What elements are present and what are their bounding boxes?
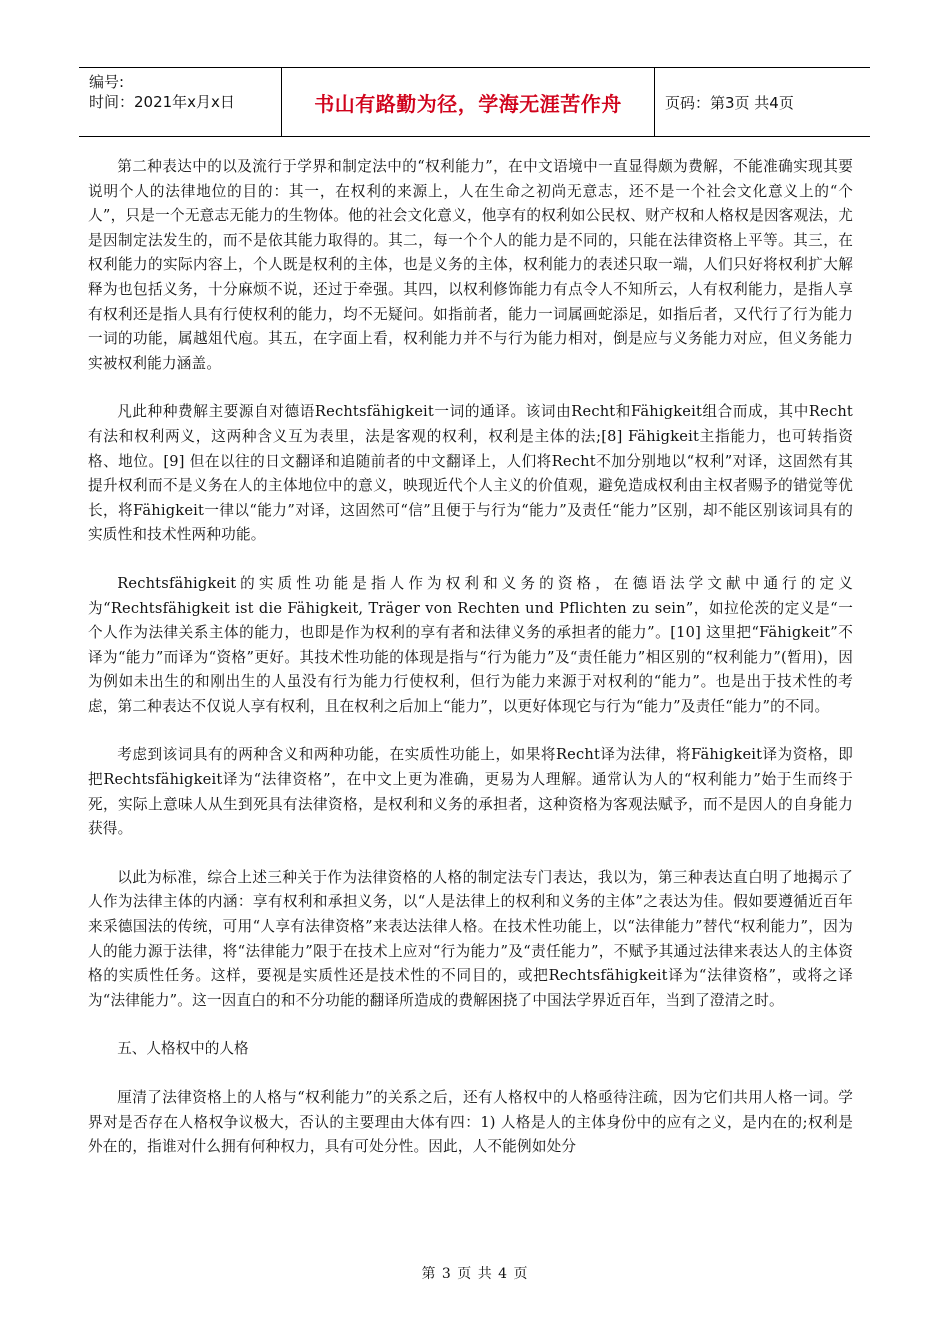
page-footer: 第 3 页 共 4 页: [421, 1266, 529, 1282]
document-body: [88, 155, 853, 1184]
document-date-label: 时间：2021年x月x日: [89, 93, 235, 111]
header-meta: [79, 68, 282, 136]
header-motto: 书山有路勤为径，学海无涯苦作舟: [282, 68, 655, 136]
header-page-number: 页码：第3页 共4页: [665, 93, 794, 112]
body-paragraph-1: 第二种表达中的以及流行于学界和制定法中的“权利能力”，在中文语境中一直显得颇为费解，不能准确实现其要说明个人的法律地位的目的：其一，在权利的来源上，人在生命之初尚无意志，还不是一个社会文化意义上的“个人”，只是一个无意志无能力的生物体。他的社会文化意义，他享有的权利如公民权、财产权和人格权是因客观法，尤是因制定法发生的，而不是依其能力取得的。其二，每一个个人的能力是不同的，只能在法律资格上平等。其三，在权利能力的实际内容上，个人既是权利的主体，也是义务的主体，权利能力的表述只取一端，人们只好将权利扩大解释为也包括义务，十分麻烦不说，还过于牵强。其四，以权利修饰能力有点令人不知所云，人有权利能力，是指人享有权利还是指人具有行使权利的能力，均不无疑问。如指前者，能力一词属画蛇添足，如指后者，又代行了行为能力一词的功能，属越俎代庖。其五，在字面上看，权利能力并不与行为能力相对，倒是应与义务能力对应，但义务能力实被权利能力涵盖。: [88, 158, 853, 372]
body-paragraph-2: 凡此种种费解主要源自对德语Rechtsfähigkeit一词的通译。该词由Recht和Fähigkeit组合而成，其中Recht有法和权利两义，这两种含义互为表里，法是客观的权利，权利是主体的法;[8] Fähigkeit主指能力，也可转指资格、地位。[9] 但在以往的日文翻译和追随前者的中文翻译上，人们将Recht不加分别地以“权利”对译，这固然有其提升权利而不是义务在人的主体地位中的意义，映现近代个人主义的价值观，避免造成权利由主权者赐予的错觉等优长，将Fähigkeit一律以“能力”对译，这固然可“信”且便于与行为“能力”及责任“能力”区别，却不能区别该词具有的实质性和技术性两种功能。: [88, 403, 853, 544]
section-heading: 五、人格权中的人格: [117, 1040, 249, 1058]
body-paragraph-4: 考虑到该词具有的两种含义和两种功能，在实质性功能上，如果将Recht译为法律，将Fähigkeit译为资格，即把Rechtsfähigkeit译为“法律资格”，在中文上更为准确，更易为人理解。通常认为人的“权利能力”始于生而终于死，实际上意味人从生到死具有法律资格，是权利和义务的承担者，这种资格为客观法赋予，而不是因人的自身能力获得。: [88, 746, 853, 838]
body-paragraph-5: 以此为标准，综合上述三种关于作为法律资格的人格的制定法专门表达，我以为，第三种表达直白明了地揭示了人作为法律主体的内涵：享有权利和承担义务，以“人是法律上的权利和义务的主体”之表达为佳。假如要遵循近百年来采德国法的传统，可用“人享有法律资格”来表达法律人格。在技术性功能上，以“法律能力”替代“权利能力”，因为人的能力源于法律，将“法律能力”限于在技术上应对“行为能力”及“责任能力”，不赋予其通过法律来表达人的主体资格的实质性任务。这样，要视是实质性还是技术性的不同目的，或把Rechtsfähigkeit译为“法律资格”，或将之译为“法律能力”。这一因直白的和不分功能的翻译所造成的费解困挠了中国法学界近百年，当到了澄清之时。: [88, 868, 853, 1009]
document-number-label: 编号:: [89, 73, 125, 91]
body-paragraph-3: Rechtsfähigkeit的实质性功能是指人作为权利和义务的资格，在德语法学文献中通行的定义为“Rechtsfähigkeit ist die Fähigkeit, Träger von Rechten und Pflichten zu sein”，如拉伦茨的定义是“一个人作为法律关系主体的能力，也即是作为权利的享有者和法律义务的承担者的能力”。[10] 这里把“Fähigkeit”不译为“能力”而译为“资格”更好。其技术性功能的体现是指与“行为能力”及“责任能力”相区别的“权利能力”(暂用)，因为例如未出生的和刚出生的人虽没有行为能力行使权利，但行为能力来源于对权利的“能力”。也是出于技术性的考虑，第二种表达不仅说人享有权利，且在权利之后加上“能力”，以更好体现它与行为“能力”及责任“能力”的不同。: [88, 574, 853, 715]
body-paragraph-6: 厘清了法律资格上的人格与“权利能力”的关系之后，还有人格权中的人格亟待注疏，因为它们共用人格一词。学界对是否存在人格权争议极大，否认的主要理由大体有四：1) 人格是人的主体身份中的应有之义，是内在的;权利是外在的，指谁对什么拥有何种权力，具有可处分性。因此，人不能例如处分: [88, 1089, 853, 1156]
page-header: [79, 67, 870, 137]
